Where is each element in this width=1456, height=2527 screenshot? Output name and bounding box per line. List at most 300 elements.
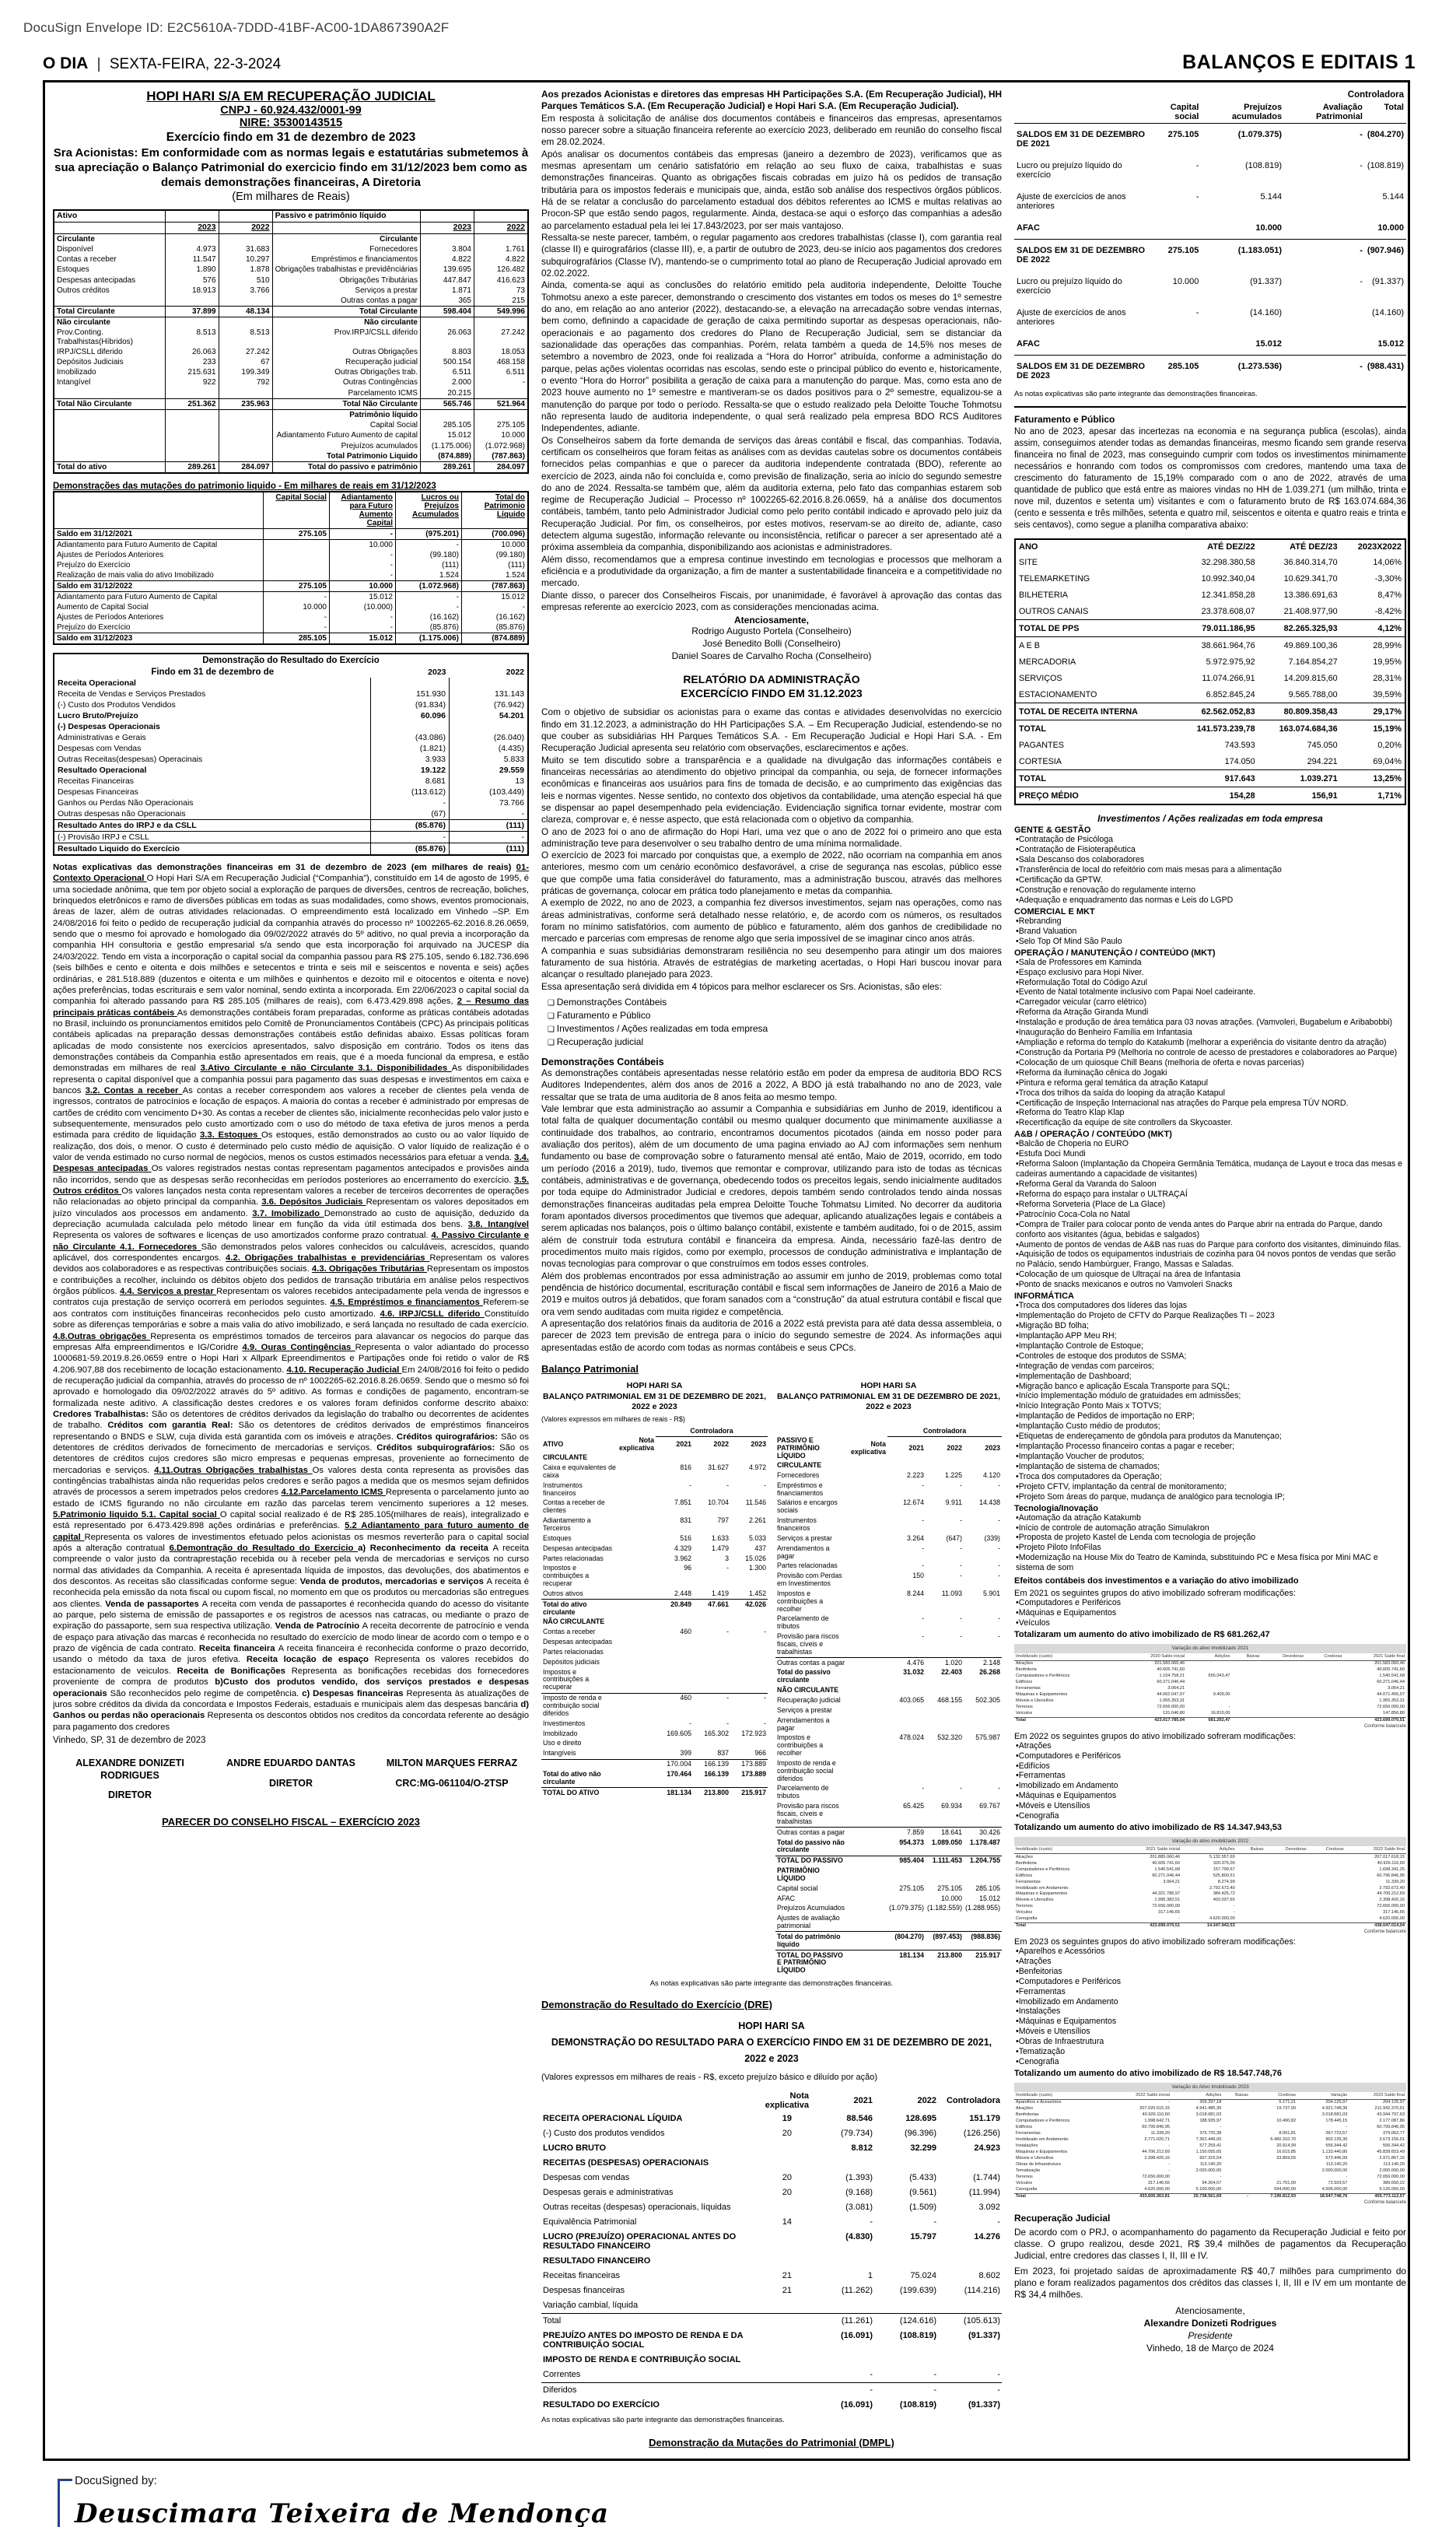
- table-row: (-) Custo dos Produtos Vendidos (91.834) (76.942): [54, 699, 528, 710]
- note-segment: Representa o parcelamento junto ao estado de ICMS figurando no não circulante em razão das parcelas terem vencimento superiores a 12 meses.: [53, 1488, 529, 1509]
- accounting-statements-body: [541, 1067, 1002, 1354]
- investment-item: • Reforma da Atração Giranda Mundi: [1016, 1008, 1406, 1018]
- note-segment: Venda de produtos, mercadorias e serviços: [299, 1577, 487, 1587]
- table-row: Outras despesas não Operacionais (67) -: [54, 808, 528, 820]
- paragraph: Os Conselheiros sabem da forte demanda de serviços das áreas contábil e fiscal, das companhias. Todavia, certificam os conselheiros que foram feitas as análises com as devidas cautelas sobre os documentos contábeis fornecidos pelas companhias e que o parecer da auditoria independente contratada (BDO), referente ao exercício de 2023, ainda não foi concluída e, como previsão de finalização, seria ao início do segundo semestre do ano de 2024. Ressalta-se também que, além da auditoria externa, pelo fato das companhias estarem sob regime de Recuperação Judicial – Processo nº 1002265-62.2016.8.26.0659, há a análise dos documentos contábeis, também, tanto pelo Administrador Judicial como pelo perito contábil indicado e aprovado pelo juiz da Recuperação Judicial. Por fim, os conselheiros, por estes motivos, reservam-se ao direito de, adiante, caso detectem alguma sugestão, informação relevante ou inconsistência, retificar o parecer a ser apresentado até a próxima assembleia da companhia, disponibilizando aos acionistas e administradores.: [541, 434, 1002, 553]
- investment-item: • Implantação Voucher de produtos;: [1016, 1452, 1406, 1462]
- issue-date: SEXTA-FEIRA, 22-3-2024: [109, 56, 282, 72]
- note-segment: As demonstrações contábeis foram preparadas, conforme as práticas contábeis adotadas no Brasil, incluindo os pronunciamentos emitidos pelo Comitê de Pronunciamentos Contábeis (CPC) As principais políticas contábeis aplicadas na preparação dessas demonstrações contábeis estão definidas abaixo. Essas políticas foram aplicadas de modo consistente nos exercícios apresentados, salvo disposição em contrário. Todos os itens das demonstrações contábeis da Companhia estão apresentados em reais, que é a moeda funcional da empresa, e estão demonstradas em milhares de real: [53, 1008, 529, 1074]
- table-row: Outros ativos 2.448 1.419 1.452: [543, 1589, 766, 1597]
- table-row: Total Não Circulante 251.362 235.963 Total Não Circulante 565.746 521.964: [54, 398, 528, 409]
- note-segment: 3.8. Intangível: [467, 1220, 529, 1230]
- table-row: RESULTADO DO EXERCÍCIO (16.091) (108.819) (91.337): [543, 2400, 1000, 2410]
- note-segment: Os valores lançados nesta conta representam valores a receber de terceiros decorrentes de operações não relacionadas ao objeto principal da companhia.: [53, 1186, 529, 1207]
- table-row: Despesas antecipadas: [543, 1638, 613, 1646]
- table-total-row: Total 423.699.070,51 14.347.943,53 438.047.014,04: [1016, 1923, 1405, 1929]
- investment-list: [1014, 835, 1406, 905]
- investment-item: • Instalação e produção de área temática para 03 novas atrações. (Vamvoleri, Bugabelum e Aribabobbi): [1016, 1018, 1406, 1028]
- table-row: ESTACIONAMENTO 6.852.845,24 9.565.788,00 39,59%: [1019, 689, 1402, 699]
- bp-note: (Valores expressos em milhares de reais - R$): [541, 1414, 685, 1423]
- company-nire: NIRE: 35300143515: [239, 117, 343, 129]
- management-report-heading: RELATÓRIO DA ADMINISTRAÇÃO EXCERCÍCIO FINDO EM 31.12.2023: [681, 673, 863, 699]
- investment-item: • Implantação Custo médio de produtos;: [1016, 1421, 1406, 1432]
- investment-item: • Projeto CFTV, implantação da central de monitoramento;: [1016, 1482, 1406, 1492]
- imobilizado-group: • Computadores e Periféricos: [1016, 1598, 1406, 1608]
- judicial-recovery-body: [1014, 2227, 1406, 2301]
- note-segment: Representa os valores de softwares e licenças de uso amortizados conforme prazo contratual.: [53, 1231, 432, 1241]
- handwritten-signature: Deuscimara Teixeira de Mendonça: [75, 2498, 610, 2527]
- table-row: PAGANTES 743.593 745.050 0,20%: [1019, 740, 1402, 750]
- table-row: Impostos e contribuições a recuperar: [543, 1667, 590, 1691]
- note-segment: 5.2 Adiantamento para futuro aumento de capital: [53, 1521, 529, 1542]
- note-segment: Constituído sobre as diferenças temporárias e sobre a mais valia do ativo imobilizado, e será lançada no resultado de cada exercício.: [53, 1309, 529, 1330]
- investment-item: • Reforma do espaço para instalar o ULTRAÇAÍ: [1016, 1190, 1406, 1200]
- table-row: TOTAL 917.643 1.039.271 13,25%: [1015, 770, 1405, 787]
- table-row: Capital social 275.105 275.105 285.105: [777, 1884, 1000, 1892]
- table-row: Uso e direito: [543, 1739, 582, 1747]
- investment-item: • Contratação de Psicóloga: [1016, 835, 1406, 845]
- investment-item: • Carregador veicular (carro elétrico): [1016, 997, 1406, 1008]
- table-row: PATRIMÔNIO LÍQUIDO: [777, 1866, 820, 1882]
- table-row: Outras contas a pagar 7.859 18.641 30.426: [775, 1828, 1002, 1838]
- president-closing: Atenciosamente, Alexandre Donizeti Rodrigues Presidente Vinhedo, 18 de Março de 2024: [1014, 2304, 1406, 2355]
- note-segment: 4.8.Outras obrigações: [53, 1331, 151, 1341]
- table-row: Prov.Conting. Trabalhistas(Híbridos) 8.513 8.513 Prov.IRPJ/CSLL diferido 26.063 27.242: [54, 328, 528, 346]
- bp-company: HOPI HARI SA: [860, 1380, 917, 1390]
- table-row: TOTAL DE RECEITA INTERNA 62.562.052,83 80.809.358,43 29,17%: [1015, 703, 1405, 720]
- list-item: ❑ Recuperação judicial: [548, 1036, 1002, 1049]
- signer-role: DIRETOR: [107, 1789, 152, 1801]
- imobilizado-group: • Computadores e Periféricos: [1016, 1751, 1406, 1761]
- table-row: SALDOS EM 31 DE DEZEMBRO DE 2022 275.105 (1.183.051) - (907.946): [1014, 240, 1406, 272]
- mutations-title: Demonstrações das mutações do patrimonio liquido - Em milhares de reais em 31/12/2023: [53, 482, 436, 492]
- table-row: Adiantamento Futuro Aumento de capital 15.012 10.000: [54, 430, 528, 440]
- financial-note: As notas explicativas são parte integrante das demonstrações financeiras.: [649, 1978, 894, 1988]
- table-row: Impostos e contribuições a recolher 8.244 11.093 5.901: [777, 1589, 1000, 1613]
- year-col: 2023: [428, 667, 446, 677]
- table-row: Ajustes de Períodos Anteriores - - (16.162) (16.162): [54, 612, 528, 622]
- table-row: Intangíveis 399 837 966: [543, 1749, 766, 1758]
- paragraph: Aos prezados Acionistas e diretores das empresas HH Participações S.A. (Em Recuperação Judicial), HH Parques Temáticos S.A. (Em Recuperação Judicial) e Hopi Hari S.A. (Em Recuperação Judicial).: [541, 89, 1002, 112]
- table-row: Não circulante Não circulante: [54, 317, 528, 328]
- table-footnote: Conforme balancete: [1363, 2199, 1406, 2205]
- bp-subtitle: BALANÇO PATRIMONIAL EM 31 DE DEZEMBRO DE 2021, 2022 e 2023: [776, 1391, 1001, 1412]
- table-row: Prejuízo do Exercício - - (85.876) (85.876): [54, 622, 528, 633]
- table-row: Computadores e Periféricos 1.998.642,71 188.935,97 10.490,82 178.445,15 2.177.087,86: [1016, 2119, 1405, 2124]
- note-segment: Receita locação de espaço: [246, 1655, 375, 1665]
- table-row: Estoques 516 1.633 5.033: [543, 1533, 766, 1542]
- table-row: AFAC 10.000 10.000: [1017, 223, 1404, 233]
- investment-item: • Troca dos computadores dos líderes das lojas: [1016, 1301, 1406, 1311]
- table-row: Total do ativo 289.261 284.097 Total do passivo e patrimônio 289.261 284.097: [54, 461, 528, 473]
- imobilizado-group: • Benfeitorias: [1016, 1967, 1406, 1977]
- table-row: NÃO CIRCULANTE: [543, 1617, 605, 1626]
- investment-item: • Espaço exclusivo para Hopi Niver.: [1016, 968, 1406, 978]
- financial-note: As notas explicativas são parte integrante das demonstrações financeiras.: [541, 2415, 785, 2424]
- table-row: Diferidos - - -: [541, 2382, 1002, 2398]
- paragraph: De acordo com o PRJ, o acompanhamento do pagamento da Recuperação Judicial e feito por classe. O grupo realizou, desde 2021, R$ 39,4 milhões de pagamentos da Recuperação Judicial, entre credores das classes I, II, III e IV.: [1014, 2226, 1406, 2262]
- note-segment: A receita decorrente de patrocínio e venda de espaço para ativação das marcas é reconhecida no resultado do exercício de modo linear de acordo com o tempo e o prazo de vigência de cada contrato.: [53, 1621, 529, 1654]
- imobilizado-total: Totalizando um aumento do ativo imobilizado de R$ 14.347.943,53: [1014, 1823, 1282, 1833]
- table-row: Atrações 201.583.060,46 201.583.060,46: [1016, 1661, 1405, 1667]
- ativo-table: Controladora ATIVO Nota explicativa 2021 2022 2023 CIRCULANTE Caixa e equivalentes de caixa 816 31.627 4.972 Instrumentos financeiros - - - Contas a receber de clientes 7.851 10.704 11.546 Adiantamento a Terceiros 831 797 2.261 Estoques 516 1.633 5.033 Despesas antecipadas 4.329 1.479 437 Partes relacionadas 3.962 3 15.026 Impostos e contribuições a recuperar 96 - 1.300 Outros ativos 2.448 1.419 1.452 Total do ativo circulante 20.849 47.661 42.026 NÃO CIRCULANTE Contas a receber 460 - - Despesas antecipadas Partes relacionadas Depósitos judiciais Impostos e contribuições a recuperar Imposto de renda e contribuição social diferidos 460 - - Investimentos - - - Imobilizado 169.605 165.302 172.923 Uso e direito Intangíveis 399 837 966 170.004 166.139 173.889 Total do ativo não circulante 170.464 166.139 173.889 TOTAL DO ATIVO 181.134 213.800 215.917: [541, 1427, 768, 1798]
- table-row: Terrenos 72.656.000,00 - 72.656.000,00: [1016, 1904, 1405, 1909]
- investment-item: • Reforma do Teatro Klap Klap: [1016, 1108, 1406, 1118]
- table-row: Total do ativo não circulante 170.464 166.139 173.889: [543, 1769, 766, 1786]
- investments-heading: Investimentos / Ações realizadas em toda empresa: [1097, 813, 1323, 825]
- table-row: 170.004 166.139 173.889: [541, 1759, 768, 1769]
- note-segment: O capital social realizado é de R$ 285.105(milhares de reais), integralizado e está representado por 6.473.429.898 ações ordinárias e preferências.: [53, 1510, 529, 1531]
- investment-item: • Aquisição de todos os equipamentos industriais de cozinha para 04 novos pontos de vendas que serão no Palácio, sendo Hambúrguer, Frango, Massas e Saladas.: [1016, 1249, 1406, 1270]
- table-row: Terrenos 72.656.000,00 - - 72.656.000,00: [1016, 2175, 1405, 2180]
- table-row: SITE 32.298.380,58 36.840.314,70 14,06%: [1019, 557, 1402, 567]
- note-segment: Representam os valores recebidos antecipadamente pela venda de ingressos e contratos cuja prestação de serviço ocorrerá em períodos seguintes.: [53, 1287, 529, 1308]
- imobilizado-group: • Computadores e Periféricos: [1016, 1977, 1406, 1987]
- imobilizado-groups: [1014, 1947, 1406, 2067]
- note-segment: Em 24/08/2016 foi feito o pedido de recuperação judicial da companhia, através do processo de nº 1002265-62.2016.8.26.0659. Sendo que o mesmo só foi aprovado e homologado dia 09/02/2022 através do 5º aditivo. As formas e condições de pagamento, encontram-se formalizada neste aditivo. A classificação destes credores e os valores foram definidos conforme descrito abaixo:: [53, 1365, 529, 1408]
- signer-name: MILTON MARQUES FERRAZ: [386, 1757, 518, 1768]
- investment-item: • Colocação de um quiosque Chill Beans (melhoria de oferta e novas parcerias): [1016, 1058, 1406, 1068]
- table-row: Computadores e Periféricos 1.540.541,68 157.799,57 1.698.341,25: [1016, 1866, 1405, 1872]
- revenue-public-heading: Faturamento e Público: [1014, 414, 1115, 425]
- investment-item: • Estufa Doci Mundi: [1016, 1149, 1406, 1159]
- note-segment: São os detentores de créditos derivados da legislação do trabalho ou decorrentes de acidentes de trabalho.: [53, 1409, 529, 1431]
- investment-item: • Recertificação da equipe de site controllers da Skycoaster.: [1016, 1118, 1406, 1128]
- note-segment: Representa às atualizações de juros sobre créditos da divida da concordata e Impostos Federais, estaduais e municipais alem das despesas bancária: [53, 1688, 529, 1709]
- dre-heading: Demonstração do Resultado do Exercício (DRE): [541, 1998, 772, 2010]
- table-row: TOTAL DO PASSIVO 985.404 1.111.453 1.204.755: [775, 1856, 1002, 1866]
- table-row: Veículos 131.046,80 16.810,00 147.856,80: [1016, 1711, 1405, 1716]
- table-row: Saldo em 31/12/2021 275.105 - (975.201) (700.096): [54, 529, 528, 540]
- note-segment: As contas a receber correspondem aos valores a receber de clientes pela venda de ingressos, contratos de patrocínios e locação de espaços. A maioria do contas a receber é administrado por empresas de cartões de crédito com vencimento D+30. As contas a receber de clientes são, inicialmente reconhecidas pelo valor justo e subsequentemente, mensurados pelo custo amortizado com o uso do método de taxa efetiva de juros menos a perda estimada para crédito de liquidação: [53, 1085, 529, 1141]
- investment-item: • Etiquetas de endereçamento de gôndola para produtos da Manutençao;: [1016, 1432, 1406, 1442]
- table-row: (-) Provisão IRPJ e CSLL - -: [54, 832, 528, 843]
- table-row: TOTAL 141.573.239,78 163.074.684,36 15,19%: [1019, 724, 1402, 734]
- paragraph: Ressalta-se neste parecer, também, o regular pagamento aos credores trabalhistas (classe I), com garantia real (classe II) e quirografários (classe III), e, a partir de outubro de 2023, deu-se início aos pagamentos dos credores subquirografários (Classe IV), mantendo-se o cumprimento total ao plano de Recuperação Judicial aprovado em 02.02.2022.: [541, 231, 1002, 279]
- signer-name: ANDRE EDUARDO DANTAS: [226, 1757, 355, 1768]
- table-row: CIRCULANTE: [543, 1453, 588, 1462]
- paragraph: A apresentação dos relatórios finais da auditoria de 2016 a 2022 está prevista para até data dessa assembleia, o parecer de 2023 tem previsão de entrega para o início do segundo semestre de 2024. As informações aqui apresentadas estão de acordo com todas as normas contábeis e seus CPCs.: [541, 1317, 1002, 1353]
- investment-item: • Transferência de local do refeitório com mais mesas para a alimentação: [1016, 865, 1406, 875]
- column-header: Adiantamento para Futuro Aumento Capital: [330, 492, 396, 529]
- table-row: Partes relacionadas: [543, 1647, 604, 1656]
- table-row: RECEITAS (DESPESAS) OPERACIONAIS: [543, 2158, 709, 2168]
- table-row: IRPJ/CSLL diferido 26.063 27.242 Outras Obrigações 8.803 18.053: [54, 347, 528, 357]
- investment-item: • Controles de estoque dos produtos de SSMA;: [1016, 1351, 1406, 1362]
- note-segment: 2 – Resumo das principais práticas contábeis: [53, 997, 529, 1018]
- table-row: Variação cambial, líquida: [543, 2301, 639, 2311]
- balance-sheet-table: [53, 209, 529, 474]
- revenue-public-paragraph: No ano de 2023, apesar das incertezas na economia e na segurança publica (escolas), ainda assim, conseguimos atender todas as demandas financeiras, mesmo ficando sem grande reserva financeira no final de 2023, mas conseguindo cumprir com todos os investimentos minimamente necessários e honrando com todos os compromissos com credores, mantendo uma taxa de crescimento do faturamento de 15,19% comparado com o ano de 2022, através de uma quantidade de publico que está entre as maiores vindas no HH de 1.039.271 (um milhão, trinta e nove mil, duzentos e setenta um) visitantes e com o faturamento bruto de R$ 163.074.684,36 (cento e sessenta e três milhões, setenta e quatro mil, seiscentos e oitenta e quatro reais e trinta e seis centavos), como segue a planilha comparativa abaixo:: [1014, 427, 1406, 530]
- investment-item: • Projeto Som áreas do parque, mudança de analógico para tecnologia IP;: [1016, 1492, 1406, 1502]
- column-header: Avaliação Patrimonial: [1315, 103, 1363, 121]
- table-row: Benfeitoria 40.605.741,60 40.605.741,60: [1016, 1667, 1405, 1673]
- imobilizado-group: • Cenografia: [1016, 2057, 1406, 2067]
- note-segment: a) Reconhecimento da receita: [358, 1544, 493, 1554]
- year-col: 2023: [165, 223, 219, 234]
- list-item: ❑ Faturamento e Público: [548, 1009, 1002, 1022]
- column-header: ANO: [1019, 542, 1038, 552]
- councilor-name: Daniel Soares de Carvalho Rocha (Conselheiro): [671, 650, 872, 661]
- paragraph: A exemplo de 2022, no ano de 2023, a companhia fez diversos investimentos, sejam nas operações, como nas áreas administrativas, conforme será detalhado nesse relatório, e, de acordo com os números, os resultados foram no mínimo satisfatórios, com aumento de público e faturamento, além dos ganhos de credibilidade no mercado e parcerias com empresas de renome algo que seria impossível de se imaginar cinco anos atrás.: [541, 897, 1002, 945]
- imobilizado-group: • Aparelhos e Acessórios: [1016, 1947, 1406, 1957]
- company-header: [53, 89, 529, 203]
- investment-item: • Implementação de Dashboard;: [1016, 1372, 1406, 1382]
- table-row: SALDOS EM 31 DE DEZEMBRO DE 2021 275.105 (1.079.375) - (804.270): [1014, 124, 1406, 156]
- table-row: Recuperação judicial 403.065 468.155 502.305: [777, 1696, 1000, 1704]
- dateline: Vinhedo, SP, 31 de dezembro de 2023: [53, 1735, 206, 1745]
- imobilizado-group: • Móveis e Utensílios: [1016, 1801, 1406, 1811]
- controladora-equity-table: [1014, 89, 1406, 387]
- currency-note: (Em milhares de Reais): [232, 191, 350, 204]
- note-segment: Os valores desta conta representa as provisões das contingências trabalhistas ainda não requeridas pelos credores e serão pagos a medida que os mesmos sejam definidos através de processos a serem impetrados pelos credores: [53, 1465, 529, 1498]
- divider: [1014, 406, 1406, 408]
- note-segment: Representam os valores devidos aos colaboradores e as respectivas contribuições sociais.: [53, 1253, 529, 1274]
- note-segment: 3.Ativo Circulante e não Circulante 3.1. Disponibilidades: [200, 1064, 452, 1074]
- dre-subtitle: Findo em 31 de dezembro de: [151, 668, 275, 678]
- nota-col-header: Nota explicativa: [851, 1439, 887, 1456]
- table-row: Contas a receber de clientes 7.851 10.704 11.546: [543, 1498, 766, 1515]
- table-row: Ganhos ou Perdas Não Operacionais - 73.766: [54, 797, 528, 808]
- table-row: Máquinas e Equipamentos 44.321.786,97 384.425,72 44.706.212,69: [1016, 1891, 1405, 1897]
- balance-passivo-block: [775, 1381, 1002, 1976]
- investment-section-title: INFORMÁTICA: [1014, 1292, 1074, 1302]
- investment-item: • Inauguração do Benheiro Família em Infantasia: [1016, 1028, 1406, 1038]
- note-segment: As disponibilidades representa o capital disponível que a companhia possui para pagamento das suas despesas e investimentos em caixa e bancos: [53, 1064, 529, 1095]
- table-row: Provisão para riscos fiscais, cíveis e trabalhistas - - -: [777, 1632, 1000, 1656]
- balance-sheet-heading: Balanço Patrimonial: [541, 1362, 639, 1375]
- table-row: Arrendamentos a pagar - - -: [777, 1544, 1000, 1560]
- table-row: Caixa e equivalentes de caixa 816 31.627 4.972: [543, 1463, 766, 1479]
- table-row: SERVIÇOS 11.074.266,91 14.209.815,60 28,31%: [1019, 673, 1402, 683]
- letter-closing: Atenciosamente,: [733, 615, 810, 626]
- investment-item: • Reforma da iluminação cênica do Jogaki: [1016, 1068, 1406, 1078]
- table-row: CIRCULANTE: [777, 1461, 822, 1470]
- year-col: 2022: [474, 223, 529, 234]
- table-row: NÃO CIRCULANTE: [777, 1686, 839, 1695]
- docusign-envelope-id: DocuSign Envelope ID: E2C5610A-7DDD-41BF-AC00-1DA867390A2F: [23, 20, 450, 35]
- table-row: Ajuste de exercícios de anos anteriores - (14.160) (14.160): [1017, 308, 1404, 327]
- note-segment: Representa os empréstimos tomados de terceiros para alavancar os negocios do parque das empresas Alfa empreendimentos e IG/Coridre: [53, 1331, 529, 1352]
- table-row: Total do passivo circulante 31.032 22.403 26.268: [777, 1668, 1000, 1684]
- paragraph: Essa apresentação será dividida em 4 tópicos para melhor esclarecer os Srs. Acionistas, são eles:: [541, 980, 942, 992]
- table-row: LUCRO BRUTO 8.812 32.299 24.923: [543, 2143, 1000, 2154]
- table-title: Variação do ativo imobilizado 2021: [1014, 1644, 1406, 1653]
- paragraph: Vale lembrar que esta administração ao assumir a Companhia e subsidiárias em Junho de 2019, identificou a total falta de qualquer documentação contábil ou mesmo qualquer documento que minimamente auxiliasse a continuidade dos trabalhos, ao contrario, encontramos documentos picotados (ainda em nosso poder para avaliação dos peritos), além de um documento de uma pagina enviado ao AJ com informações sem nenhum fundamento ou base de comprovação sobre o faturamento mensal até então, Maio de 2019, ocorrido, em todo um período (2016 a 2019), tudo, tivemos que remontar e comprovar, utilizando para isto de todas as técnicas contábeis, administrativas e de governança, obedecendo todos os preceitos legais, sendo inicialmente auditados por toda equipe do Administrador Judicial e credores, depois também sendo controlados tendo ainda nossas demonstrações financeiras auditadas pela emprea Deloitte Touche Tohmatsu Limited. No decorrer da auditoria foram apontados diversos procedimentos que tivemos que adequar, aplicando atualizações legais e contábeis a serem aplicadas nos balanços, pois o último balanço contábil, existente e também auditado, foi o de 2015, assim além de construir toda estrutura contábil e financeira da empresa. Ainda, necessário fazê-las dentro de procedimentos muito mais rígidos, como por exemplo, processos de condução administrativa e implantação de novas tecnologias para comprovar o que construímos em todos esses controles.: [541, 1103, 1002, 1270]
- company-cnpj: CNPJ - 60.924.432/0001-99: [220, 104, 362, 117]
- table-row: PREÇO MÉDIO 154,28 156,91 1,71%: [1019, 790, 1402, 801]
- management-report-body: [541, 706, 1002, 993]
- controladora-group: Controladora: [887, 1427, 1002, 1436]
- imobilizado-intro: Em 2022 os seguintes grupos do ativo imobilizado sofreram modificações:: [1014, 1731, 1296, 1741]
- table-row: Benfeitorias 40.926.116,60 3.018.681,03 3.018.681,03 43.944.797,63: [1016, 2112, 1405, 2118]
- docusign-signature-block: [75, 2474, 610, 2527]
- directors-signatures: [53, 1758, 529, 1802]
- balances-box: [43, 80, 1410, 2461]
- note-segment: 4.3. Obrigações Tributárias: [311, 1264, 427, 1274]
- table-total-row: Total 423.017.785,04 681.262,47 423.699.070,51: [1016, 1718, 1405, 1723]
- table-row: Total Circulante 37.899 48.134 Total Circulante 598.404 549.996: [54, 307, 528, 317]
- imobilizado-group: • Atrações: [1016, 1957, 1406, 1967]
- table-row: Disponível 4.973 31.683 Fornecedores 3.804 1.761: [54, 244, 528, 254]
- note-segment: Credores Trabalhistas:: [53, 1409, 152, 1419]
- table-row: Serviços a prestar: [777, 1705, 832, 1714]
- table-row: Prejuízos Acumulados (1.079.375) (1.182.559) (1.288.955): [777, 1904, 1000, 1912]
- table-row: Adiantamento para Futuro Aumento de Capital 10.000 - 10.000: [54, 540, 528, 551]
- table-row: Benfeitoria 40.605.741,60 320.375,00 40.926.116,60: [1016, 1860, 1405, 1866]
- table-row: Provisão para riscos fiscais, cíveis e trabalhistas 65.425 69.934 69.767: [777, 1802, 1000, 1825]
- investment-item: • Balcão de Choperia no EURO: [1016, 1139, 1406, 1149]
- note-segment: 4.4. Serviços a prestar: [119, 1287, 217, 1297]
- table-row: AFAC 10.000 15.012: [777, 1894, 1000, 1902]
- column-header: ATÉ DEZ/23: [1290, 542, 1338, 552]
- table-row: Ajustes de avaliação patrimonial: [777, 1914, 840, 1930]
- note-segment: São os detentores de créditos derivados de fornecimento de mercadorias e serviços.: [53, 1432, 529, 1453]
- note-segment: 6.Demontração do Resultado do Exercicio: [169, 1544, 359, 1554]
- paragraph: Com o objetivo de subsidiar os acionistas para o exame das contas e atividades desenvolvidas no exercício findo em 31.12.2023, a administração do HH Participações S.A. – Em Recuperação Judicial, estendendo-se no que couber as subsidiárias HH Parques Temáticos S.A. - Em Recuperação Judicial e Hopi Hari S.A. - Em Recuperação Judicial apresenta seu relatório com observações, esclarecimentos e ações.: [541, 706, 1002, 754]
- dmpl-heading: Demonstração da Mutações do Patrimonial (DMPL): [649, 2436, 894, 2448]
- paragraph: Além dos problemas encontrados por essa administração ao assumir em junho de 2019, problemas como total pendência de histórico documental, escrituração contábil e fiscal sem informações de Janeiro de 2016 a Maio de 2019 e muitos outros já debatidos, que foram sanados com a “construção” da atual estrutura contábil e fiscal que ora vem sendo auditadas com muita rigidez e competência.: [541, 1270, 1002, 1317]
- balance-ativo-block: [541, 1381, 768, 1976]
- table-row: Serviços a prestar 3.264 (647) (339): [777, 1533, 1000, 1542]
- table-row: Ferramentas 11.339,20 375.725,38 8.001,81 367.723,57 379.062,77: [1016, 2131, 1405, 2136]
- table-row: Depósitos Judiciais 233 67 Recuperação judicial 500.154 468.158: [54, 357, 528, 367]
- fiscal-council-letter: [541, 89, 1002, 613]
- year-col: 2022: [219, 223, 272, 234]
- table-row: Resultado Liquido do Exercício (85.876) (111): [54, 843, 528, 856]
- note-segment: São reconhecidos pelo regime de competência.: [110, 1688, 303, 1698]
- table-row: Lucro ou prejuízo líquido do exercício - (108.819) - (108.819): [1017, 161, 1404, 180]
- note-segment: 3.5. Outros créditos: [53, 1175, 529, 1197]
- note-segment: 4.2. Obrigações trabalhistas e previdenciárias: [226, 1253, 430, 1264]
- investment-item: • Reforma Geral da Varanda do Saloon: [1016, 1179, 1406, 1190]
- imobilizado-group: • Atrações: [1016, 1741, 1406, 1751]
- imobilizado-group: • Máquinas e Equipamentos: [1016, 2017, 1406, 2027]
- councilors: [541, 626, 1002, 662]
- imobilizado-group: • Edifícios: [1016, 1761, 1406, 1772]
- paragraph: Em 2023, foi projetado saídas de aproximadamente R$ 40,7 milhões para cumprimento do plano e foram realizados pagamentos dos créditos das classes I, II, III e IV em um montante de R$ 34,4 milhões.: [1014, 2265, 1406, 2301]
- investment-item: • Sala Descanso dos colaboradores: [1016, 855, 1406, 865]
- note-segment: 3.3. Estoques: [199, 1130, 261, 1141]
- investment-list: [1014, 958, 1406, 1129]
- signer: [58, 1758, 202, 1802]
- judicial-recovery-heading: Recuperação Judicial: [1014, 2212, 1111, 2224]
- investment-list: [1014, 1301, 1406, 1502]
- note-segment: Créditos com garantia Real:: [107, 1421, 239, 1431]
- table-row: A E B 38.661.964,76 49.869.100,36 28,99%: [1019, 640, 1402, 650]
- president-title: Presidente: [1188, 2330, 1233, 2342]
- table-footnote: Conforme balancete: [1363, 1723, 1406, 1729]
- investment-item: • Patrocínio Coca-Cola no Natal: [1016, 1210, 1406, 1220]
- dre-titles: HOPI HARI SA DEMONSTRAÇÃO DO RESULTADO PARA O EXERCÍCIO FINDO EM 31 DE DEZEMBRO DE 2021, 2022 e 2023: [551, 2020, 992, 2065]
- note-segment: Representam os impostos e contribuições a recolher, incluindo os débitos objeto dos pedidos de transação tributária em análise pelos respectivos órgãos públicos.: [53, 1264, 529, 1297]
- table-row: Imposto de renda e contribuição social diferidos: [777, 1758, 836, 1782]
- investment-item: • Troca dos computadores da Operação;: [1016, 1472, 1406, 1482]
- signer-role: DIRETOR: [268, 1777, 313, 1789]
- table-row: TOTAL DO ATIVO 181.134 213.800 215.917: [541, 1788, 768, 1798]
- table-row: Edifícios 60.271.046,44 525.800,51 60.796.846,95: [1016, 1873, 1405, 1878]
- bp-subtitle: BALANÇO PATRIMONIAL EM 31 DE DEZEMBRO DE 2021, 2022 e 2023: [542, 1391, 767, 1412]
- table-row: Despesas com Vendas (1.821) (4.435): [54, 743, 528, 754]
- note-segment: Venda de Patrocínio: [275, 1621, 362, 1632]
- investment-item: • Brand Valuation: [1016, 927, 1406, 937]
- imobilizado-group: • Máquinas e Equipamentos: [1016, 1791, 1406, 1801]
- president-name: Alexandre Donizeti Rodrigues: [1143, 2317, 1277, 2329]
- table-row: Despesas antecipadas 4.329 1.479 437: [543, 1544, 766, 1552]
- table-row: Intangível 922 792 Outras Contingências 2.000 -: [54, 377, 528, 387]
- table-row: Contas a receber 11.547 10.297 Empréstimos e financiamentos 4.822 4.822: [54, 254, 528, 265]
- investment-item: • Certificação de Inspeção Internacional nas atrações do Parque pela empresa TÜV NORD.: [1016, 1099, 1406, 1109]
- table-row: Computadores e Periféricos 1.154.758,21 655.043,47 1.540.541,68: [1016, 1674, 1405, 1679]
- imobilizado-group: • Instalações: [1016, 2007, 1406, 2017]
- note-segment: A receita financeira é reconhecida conforme o prazo decorrido, usando o método da taxa de juros efetiva.: [53, 1644, 529, 1665]
- paragraph: Após analisar os documentos contábeis das empresas (janeiro a dezembro de 2023), verificamos que as mesmas apresentam um cenário satisfatório em relação ao seu fluxo de caixa, trabalhistas e suas demonstrações financeiras. Quanto as obrigações fiscais cobradas em juízo há os pedidos de transação tributária para os impostos federais e municipais que, ainda, estão sob análise dos respectivos órgãos públicos. Há de se relatar a conclusão do parcelamento estadual dos débitos referentes ao ICMS e multas relativas ao Procon-SP que estão sendo pagos, regularmente. Ainda, destaca-se aqui o esforço das companhias a adesão ao parcelamento estadual pela lei lei 17.843/2023, por ser mais vantajoso.: [541, 148, 1002, 231]
- table-row: (-) Despesas Operacionais: [54, 721, 528, 732]
- imobilizado-groups: [1014, 1598, 1406, 1628]
- imobilizado-variation-table: Variação do ativo imobilizado 2022 Imobilizado (custo) 2021 Saldo inicial Adições Baixas Devedoras Credoras 2022 Saldo final Atrações 201.885.060,46 5.132.557,69 207.017.618,15 Benfeitoria 40.605.741,60 320.375,00 40.926.116,60 Computadores e Periféricos 1.540.541,68 157.799,57 1.698.341,25 Edifícios 60.271.046,44 525.800,51 60.796.846,95 Ferramentas 3.064,21 8.274,99 11.339,20 Imobilizado em Andamento - 2.792.672,40 2.792.672,40 Máquinas e Equipamentos 44.321.786,97 384.425,72 44.706.212,69 Móveis e Utensílios 1.995.382,51 403.037,65 2.398.420,16 Terrenos 72.656.000,00 - 72.656.000,00 Veículos 317.146,65 - 317.146,65 Cenografia - 4.620.000,00 4.620.000,00 Total 423.699.070,51 14.347.943,53 438.047.014,04: [1016, 1838, 1405, 1929]
- imobilizado-group: • Tematização: [1016, 2047, 1406, 2057]
- dre-note: (Valores expressos em milhares de reais - R$, exceto prejuízo básico e diluído por ação): [541, 2073, 878, 2083]
- investment-item: • Construção da Portaria P9 (Melhoria no controle de acesso de prestadores e colaboradores ao Parque): [1016, 1048, 1406, 1058]
- bp-company: HOPI HARI SA: [626, 1380, 683, 1390]
- paragraph: Diante disso, o parecer dos Conselheiros Fiscais, por unanimidade, é favorável à aprovação das contas das empresas referente ao exercício 2023, com as considerações mencionadas acima.: [541, 589, 1002, 613]
- signer-name: ALEXANDRE DONIZETI RODRIGUES: [75, 1757, 184, 1781]
- paragraph: Além disso, recomendamos que a empresa continue investindo em tecnologias e processos que melhoram a eficiência e a produtividade da organização, a fim de manter a sustentabilidade financeira e a competitividade no mercado.: [541, 553, 1002, 589]
- table-row: Outras contas a pagar 4.476 1.020 2.148: [775, 1658, 1002, 1668]
- imobilizado-variation-table: Variação do ativo imobilizado 2021 Imobilizado (custo) 2020 Saldo inicial Adições Baixas Devedoras Credoras 2021 Saldo final Atrações 201.583.060,46 201.583.060,46 Benfeitoria 40.605.741,60 40.605.741,60 Computadores e Periféricos 1.154.758,21 655.043,47 1.540.541,68 Edifícios 60.271.046,44 60.271.046,44 Ferramentas 3.064,21 3.064,21 Máquinas e Equipamentos 44.062.047,97 9.409,00 44.071.456,97 Móveis e Utensílios 1.955.353,31 1.955.353,31 Terrenos 72.656.000,00 - 72.656.000,00 Veículos 131.046,80 16.810,00 147.856,80 Total 423.017.785,04 681.262,47 423.699.070,51: [1016, 1645, 1405, 1723]
- table-row: Resultado Antes do IRPJ e da CSLL (85.876) (111): [54, 820, 528, 832]
- imobilizado-total: Totalizaram um aumento do ativo imobilizado de R$ 681.262,47: [1014, 1629, 1270, 1639]
- investment-item: • Início de controle de automação atração Simulakron: [1016, 1523, 1406, 1533]
- imobilizado-group: • Móveis e Utensílios: [1016, 2027, 1406, 2037]
- docusign-bracket-icon: [58, 2479, 72, 2527]
- note-segment: 3.4. Despesas antecipadas: [53, 1153, 529, 1174]
- table-row: Arrendamentos a pagar: [777, 1716, 830, 1732]
- note-segment: São demonstrados pelos valores conhecidos ou calculáveis, acrescidos, quando aplicável, dos correspondentes encargos.: [53, 1242, 529, 1264]
- investment-list: [1014, 917, 1406, 947]
- middle-column: [541, 89, 1002, 2452]
- investment-item: • Início Implementação módulo de gratuidades em admissões;: [1016, 1391, 1406, 1401]
- imobilizado-total: Totalizando um aumento do ativo imobilizado de R$ 18.547.748,76: [1014, 2068, 1282, 2078]
- list-item: ❑ Investimentos / Ações realizadas em toda empresa: [548, 1022, 1002, 1036]
- dre-title: Demonstração do Resultado do Exercício: [202, 656, 380, 666]
- table-row: Realização de mais valia do ativo Imobilizado - 1.524 1.524: [54, 570, 528, 581]
- imobilizado-group: • Ferramentas: [1016, 1771, 1406, 1781]
- table-row: Imobilizado 169.605 165.302 172.923: [543, 1729, 766, 1737]
- investment-item: • Reforma Sorveteria (Place de La Glace): [1016, 1200, 1406, 1210]
- table-row: OUTROS CANAIS 23.378.608,07 21.408.977,90 -8,42%: [1019, 606, 1402, 616]
- masthead-separator: |: [96, 56, 101, 72]
- note-segment: Venda de passaportes: [105, 1599, 202, 1609]
- imobilizado-blocks: [1014, 1589, 1406, 2205]
- table-row: Outras contas a pagar 365 215: [54, 296, 528, 307]
- column-header: Lucros ou Prejuízos Acumulados: [396, 492, 462, 529]
- table-row: Máquinas e Equipamentos 44.706.212,69 1.150.055,65 16.615,85 1.133.440,80 45.839.653,49: [1016, 2150, 1405, 2155]
- note-segment: 3.7. Imobilizado: [252, 1208, 324, 1218]
- table-row: Capital Social 285.105 275.105: [54, 420, 528, 430]
- controladora-group: Controladora: [1347, 90, 1404, 100]
- investment-item: • Implantação Controle de Estoque;: [1016, 1341, 1406, 1351]
- note-segment: 3.6. Depósitos Judiciais: [261, 1197, 366, 1207]
- investment-item: • Compra de Trailer para colocar ponto de venda antes do Parque abrir na entrada do Parque, dando conforto aos visitantes (água, bebidas e salgados): [1016, 1220, 1406, 1240]
- table-row: IMPOSTO DE RENDA E CONTRIBUIÇÃO SOCIAL: [543, 2355, 741, 2365]
- ativo-header: Ativo: [54, 210, 165, 222]
- table-row: Veículos 317.146,65 - 317.146,65: [1016, 1910, 1405, 1915]
- table-row: Outros créditos 18.913 3.766 Serviços a prestar 1.871 73: [54, 286, 528, 296]
- investment-item: • Integração de vendas com parceiros;: [1016, 1362, 1406, 1372]
- table-row: BILHETERIA 12.341.858,28 13.386.691,63 8,47%: [1019, 590, 1402, 600]
- investment-item: • Aumento de pontos de vendas de A&B nas ruas do Parque para conforto dos visitantes, diminuindo filas.: [1016, 1240, 1406, 1250]
